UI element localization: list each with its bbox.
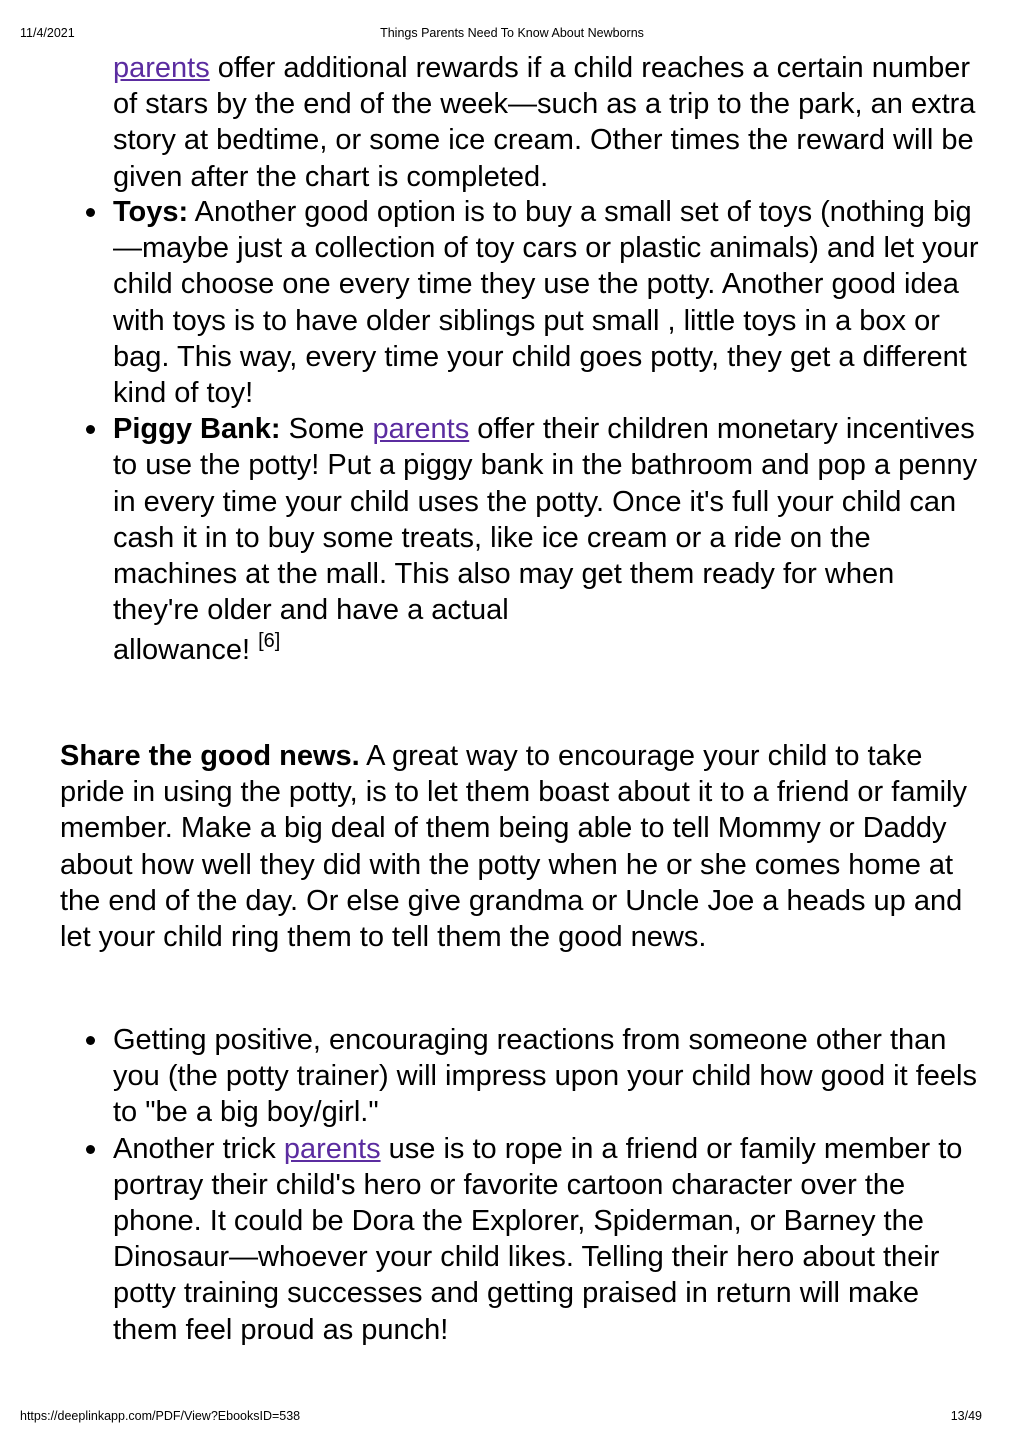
list-item-toys [113, 194, 983, 411]
piggy-bank-pre: Some [280, 413, 373, 446]
bullet-icon [86, 1145, 95, 1154]
piggy-bank-label: Piggy Bank: [113, 413, 281, 446]
tip-pre: Another trick [113, 1132, 284, 1165]
toys-label: Toys: [113, 196, 189, 228]
parents-link[interactable]: parents [283, 1132, 381, 1165]
reward-list [113, 194, 983, 672]
parents-link[interactable]: parents [113, 52, 210, 84]
page-title: Things Parents Need To Know About Newborns [380, 26, 644, 40]
bullet-icon [86, 208, 95, 217]
allowance-word: allowance! [113, 634, 259, 667]
tips-list [113, 1022, 983, 1348]
tip-text: Getting positive, encouraging reactions from someone other than you (the potty trainer) will impress upon your child how good it feels to "be a big boy/girl." [113, 1024, 977, 1129]
page-number: 13/49 [950, 1409, 982, 1423]
bullet-icon [86, 425, 95, 434]
list-item-positive-reactions [113, 1022, 983, 1131]
toys-text: Another good option is to buy a small set of toys (nothing big—maybe just a collection of toy cars or plastic animals) and let your child choose one every time they use the potty. Another good idea with toys is to have older siblings put small , little toys in a box or bag. This way, every time your child goes potty, they get a different kind of toy! [113, 196, 979, 410]
print-date: 11/4/2021 [20, 26, 75, 40]
reward-chart-continued [113, 50, 983, 195]
piggy-bank-text: offer their children monetary incentives to use the potty! Put a piggy bank in the bathroom and pop a penny in every time your child uses the potty. Once it's full your child can cash it in to buy some treats, like ice cream or a ride on the machines at the mall. This also may get them ready for when they're older and have a actual [113, 413, 978, 627]
reward-chart-text: offer additional rewards if a child reaches a certain number of stars by the end of the week—such as a trip to the park, an extra story at bedtime, or some ice cream. Other times the reward will be given after the chart is completed. [113, 52, 976, 193]
source-url: https://deeplinkapp.com/PDF/View?EbooksID=538 [20, 1409, 301, 1423]
list-item-hero-call [113, 1131, 983, 1348]
citation: [6] [258, 630, 281, 653]
share-good-news-paragraph [60, 738, 980, 955]
allowance-line [113, 630, 281, 667]
share-heading: Share the good news. [60, 740, 360, 772]
bullet-icon [86, 1036, 95, 1045]
share-text: A great way to encourage your child to take pride in using the potty, is to let them boast about it to a friend or family member. Make a big deal of them being able to tell Mommy or Daddy about how well they did with the potty when he or she comes home at the end of the day. Or else give grandma or Uncle Joe a heads up and let your child ring them to tell them the good news. [60, 740, 968, 954]
list-item-piggy-bank [113, 411, 983, 672]
parents-link[interactable]: parents [372, 413, 470, 446]
tip-text: use is to rope in a friend or family member to portray their child's hero or favorite cartoon character over the phone. It could be Dora the Explorer, Spiderman, or Barney the Dinosaur—whoever your child likes. Telling their hero about their potty training successes and getting praised in return will make them feel proud as punch! [113, 1132, 963, 1346]
